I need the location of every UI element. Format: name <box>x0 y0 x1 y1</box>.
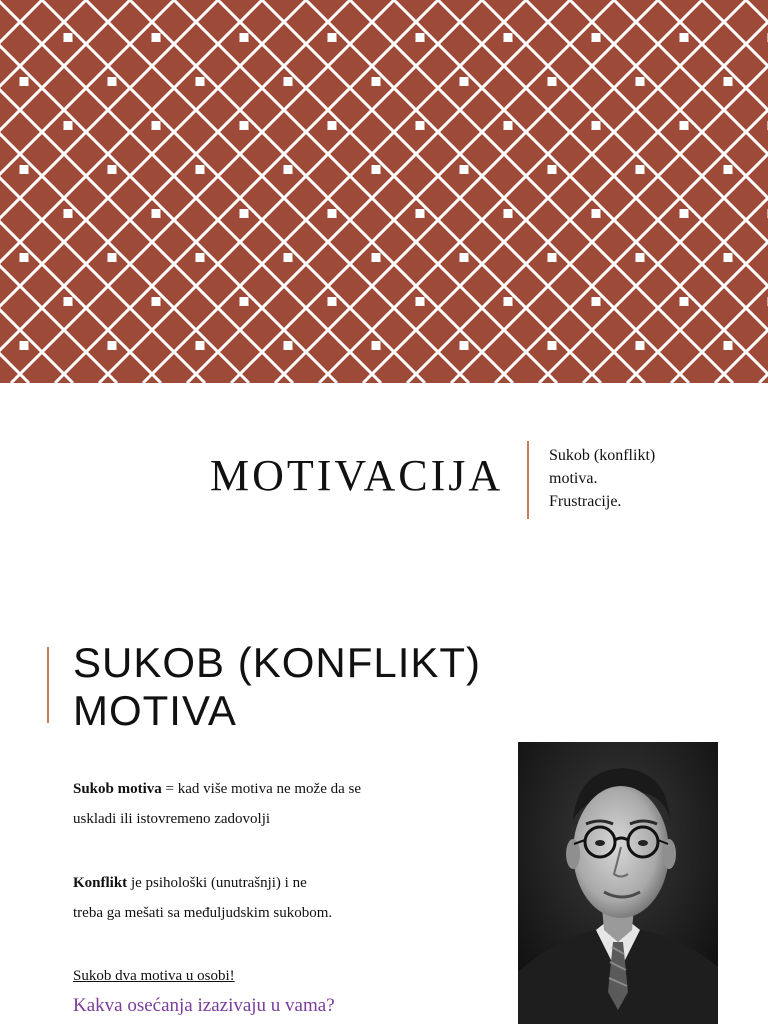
pattern-square <box>680 297 689 306</box>
pattern-square <box>284 77 293 86</box>
pattern-square <box>328 121 337 130</box>
pattern-square <box>284 341 293 350</box>
pattern-square <box>636 165 645 174</box>
content-slide <box>0 577 768 1024</box>
definition-paragraph <box>73 774 503 834</box>
heading-line: MOTIVA <box>73 687 237 734</box>
pattern-square <box>152 209 161 218</box>
pattern-square <box>328 33 337 42</box>
pattern-square <box>592 33 601 42</box>
pattern-square <box>680 33 689 42</box>
pattern-square <box>724 165 733 174</box>
vertical-divider <box>527 441 529 519</box>
pattern-square <box>108 253 117 262</box>
pattern-square <box>636 341 645 350</box>
subtitle-line: motiva. <box>549 470 598 487</box>
pattern-square <box>372 165 381 174</box>
pattern-square <box>504 121 513 130</box>
slide-subtitle <box>549 444 655 513</box>
pattern-square <box>504 33 513 42</box>
pattern-square <box>240 33 249 42</box>
pattern-square <box>372 341 381 350</box>
pattern-square <box>460 77 469 86</box>
portrait-photo <box>518 742 718 1024</box>
pattern-square <box>416 209 425 218</box>
pattern-square <box>416 121 425 130</box>
pattern-square <box>372 253 381 262</box>
pattern-square <box>20 341 29 350</box>
heading-line: SUKOB (KONFLIKT) <box>73 639 482 686</box>
accent-bar <box>47 647 49 723</box>
pattern-square <box>372 77 381 86</box>
pattern-square <box>152 297 161 306</box>
diamond-pattern-banner <box>0 0 768 383</box>
conflict-text: treba ga mešati sa međuljudskim sukobom. <box>73 905 333 921</box>
subtitle-line: Frustracije. <box>549 493 622 510</box>
pattern-square <box>196 253 205 262</box>
pattern-square <box>20 253 29 262</box>
pattern-square <box>152 33 161 42</box>
pattern-square <box>592 121 601 130</box>
pattern-square <box>504 209 513 218</box>
pattern-square <box>196 165 205 174</box>
portrait-illustration <box>518 742 718 1024</box>
pattern-square <box>548 77 557 86</box>
pattern-square <box>328 297 337 306</box>
pattern-square <box>64 33 73 42</box>
pattern-square <box>548 253 557 262</box>
pattern-square <box>64 297 73 306</box>
pattern-square <box>20 77 29 86</box>
definition-text: = kad više motiva ne može da se <box>161 781 362 797</box>
pattern-square <box>460 253 469 262</box>
pattern-square <box>64 209 73 218</box>
slide-title: MOTIVACIJA <box>210 451 504 500</box>
pattern-square <box>724 341 733 350</box>
pattern-square <box>504 297 513 306</box>
pattern-square <box>636 253 645 262</box>
pattern-square <box>20 165 29 174</box>
pattern-square <box>240 209 249 218</box>
slide-heading <box>73 639 481 735</box>
pattern-square <box>108 77 117 86</box>
pattern-square <box>548 341 557 350</box>
pattern-square <box>196 341 205 350</box>
subtitle-line: Sukob (konflikt) <box>549 447 656 464</box>
pattern-square <box>548 165 557 174</box>
pattern-square <box>416 297 425 306</box>
pattern-square <box>460 165 469 174</box>
pattern-square <box>592 209 601 218</box>
pattern-square <box>196 77 205 86</box>
pattern-square <box>636 77 645 86</box>
pattern-square <box>592 297 601 306</box>
conflict-paragraph <box>73 868 503 928</box>
pattern-square <box>328 209 337 218</box>
pattern-square <box>724 77 733 86</box>
pattern-square <box>680 209 689 218</box>
term-bold: Sukob motiva <box>73 781 162 797</box>
conflict-text: je psihološki (unutrašnji) i ne <box>127 875 307 891</box>
pattern-square <box>108 165 117 174</box>
pattern-square <box>240 297 249 306</box>
hyperlink-text[interactable]: Sukob dva motiva u osobi! <box>73 968 235 984</box>
pattern-square <box>460 341 469 350</box>
pattern-square <box>724 253 733 262</box>
pattern-square <box>680 121 689 130</box>
pattern-square <box>64 121 73 130</box>
term-bold: Konflikt <box>73 875 128 891</box>
pattern-square <box>284 253 293 262</box>
pattern-square <box>240 121 249 130</box>
pattern-square <box>108 341 117 350</box>
definition-text: uskladi ili istovremeno zadovolji <box>73 811 271 827</box>
pattern-square <box>416 33 425 42</box>
pattern-square <box>152 121 161 130</box>
pattern-square <box>284 165 293 174</box>
question-text: Kakva osećanja izazivaju u vama? <box>73 995 335 1016</box>
